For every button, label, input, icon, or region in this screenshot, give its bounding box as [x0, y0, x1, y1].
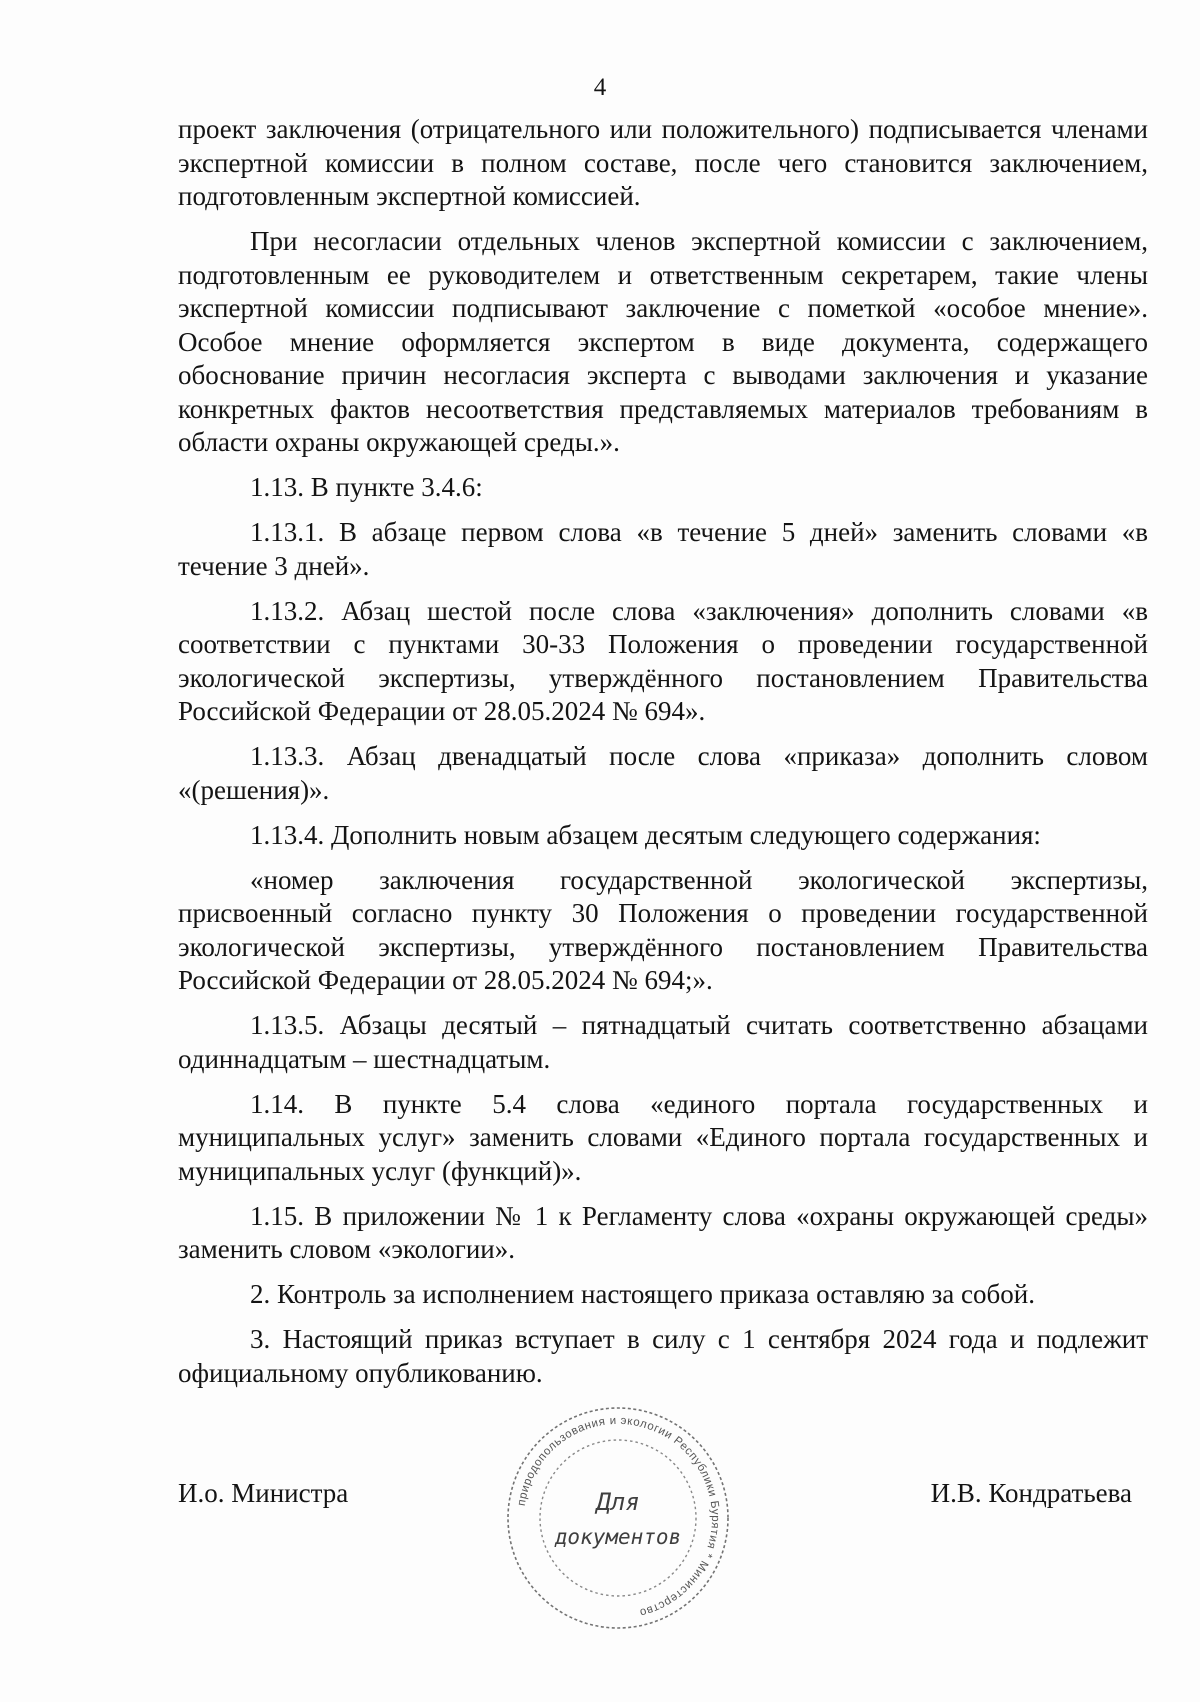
- paragraph: При несогласии отдельных членов экспертной комиссии с заключением, подготовленным ее руководителем и ответственным секретарем, такие члены экспертной комиссии подписывают заключение с пометкой «особое мнение». Особое мнение оформляется экспертом в виде документа, содержащего обоснование причин несогласия эксперта с выводами заключения и указание конкретных фактов несоответствия представляемых материалов требованиям в области охраны окружающей среды.».: [178, 226, 1148, 457]
- paragraph: 1.13.2. Абзац шестой после слова «заключения» дополнить словами «в соответствии с пунктами 30-33 Положения о проведении государственной экологической экспертизы, утверждённого постановлением Правительства Российской Федерации от 28.05.2024 № 694».: [178, 595, 1148, 726]
- stamp-text-line1: Для: [596, 1488, 640, 1516]
- paragraph: 3. Настоящий приказ вступает в силу с 1 сентября 2024 года и подлежит официальному опубликованию.: [178, 1324, 1148, 1388]
- paragraph: 1.13.5. Абзацы десятый – пятнадцатый считать соответственно абзацами одиннадцатым – шестнадцатым.: [178, 1010, 1148, 1074]
- document-body: [178, 113, 1148, 1402]
- paragraph: 1.13.4. Дополнить новым абзацем десятым следующего содержания:: [250, 819, 1041, 850]
- paragraph: 1.13.3. Абзац двенадцатый после слова «приказа» дополнить словом «(решения)».: [178, 741, 1148, 805]
- paragraph: 2. Контроль за исполнением настоящего приказа оставляю за собой.: [250, 1279, 1035, 1309]
- signatory-position: И.о. Министра: [178, 1478, 349, 1508]
- paragraph: проект заключения (отрицательного или положительного) подписывается членами экспертной комиссии в полном составе, после чего становится заключением, подготовленным экспертной комиссией.: [178, 114, 1148, 211]
- paragraph: 1.15. В приложении № 1 к Регламенту слова «охраны окружающей среды» заменить словом «экологии».: [178, 1200, 1148, 1264]
- signatory-name: И.В. Кондратьева: [930, 1478, 1132, 1508]
- stamp-text-line2: документов: [554, 1525, 682, 1549]
- paragraph: 1.13. В пункте 3.4.6:: [250, 472, 483, 502]
- stamp-ring-text: природопользования и экологии Республики Бурятия * Министерство: [515, 1414, 722, 1619]
- paragraph: 1.13.1. В абзаце первом слова «в течение 5 дней» заменить словами «в течение 3 дней».: [178, 517, 1148, 581]
- stamp-graphic: [498, 1398, 738, 1638]
- stamp-outer-ring: [508, 1408, 728, 1628]
- paragraph: «номер заключения государственной экологической экспертизы, присвоенный согласно пункту 30 Положения о проведении государственной экологической экспертизы, утверждённого постановлением Правительства Российской Федерации от 28.05.2024 № 694;».: [178, 864, 1148, 995]
- official-stamp: [498, 1398, 738, 1638]
- page-number: 4: [593, 74, 607, 101]
- stamp-inner-ring: [540, 1440, 696, 1596]
- paragraph: 1.14. В пункте 5.4 слова «единого портала государственных и муниципальных услуг» заменить словами «Единого портала государственных и муниципальных услуг (функций)».: [178, 1088, 1148, 1186]
